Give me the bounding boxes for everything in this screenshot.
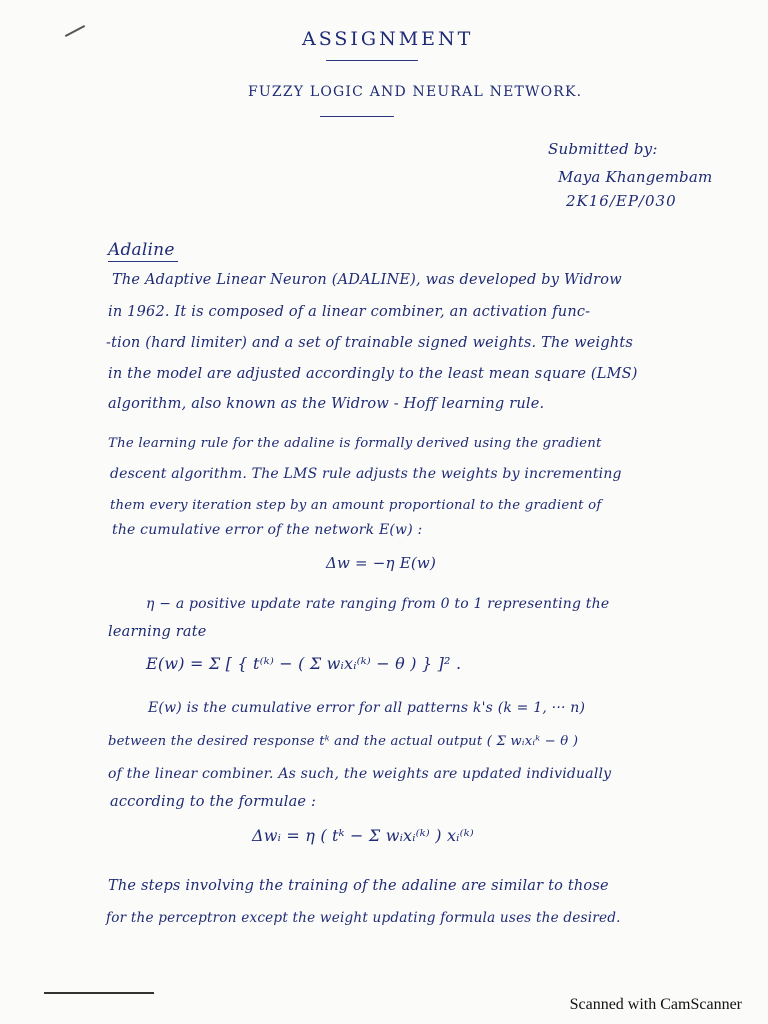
heading-underline: [108, 261, 178, 262]
scanner-watermark: Scanned with CamScanner: [569, 996, 742, 1013]
p1-line-1: The Adaptive Linear Neuron (ADALINE), was developed by Widrow: [112, 272, 622, 288]
footer-rule: [44, 992, 154, 994]
p1-line-3: -tion (hard limiter) and a set of trainable signed weights. The weights: [106, 335, 634, 351]
roll-number: 2K16/EP/030: [566, 192, 677, 210]
p5-line-2: for the perceptron except the weight updating formula uses the desired.: [106, 910, 621, 926]
p2-line-4: the cumulative error of the network E(w) :: [112, 522, 423, 538]
p3-line-1: η − a positive update rate ranging from 0 to 1 representing the: [146, 596, 610, 612]
p2-line-1: The learning rule for the adaline is formally derived using the gradient: [108, 436, 602, 451]
submitted-by-label: Submitted by:: [548, 140, 658, 158]
equation-error: E(w) = Σ [ { t⁽ᵏ⁾ − ( Σ wᵢxᵢ⁽ᵏ⁾ − θ ) } ]² .: [146, 654, 462, 673]
pen-mark: [65, 25, 85, 37]
subject-underline: [320, 116, 394, 117]
p1-line-4: in the model are adjusted accordingly to the least mean square (LMS): [108, 366, 638, 382]
assignment-title: ASSIGNMENT: [302, 28, 474, 50]
p2-line-2: descent algorithm. The LMS rule adjusts the weights by incrementing: [110, 466, 622, 482]
p1-line-5: algorithm, also known as the Widrow - Hoff learning rule.: [108, 396, 545, 412]
p2-line-3: them every iteration step by an amount proportional to the gradient of: [110, 498, 602, 513]
title-underline: [326, 60, 418, 61]
p1-line-2: in 1962. It is composed of a linear combiner, an activation func-: [108, 304, 591, 320]
p4-line-2: between the desired response tᵏ and the actual output ( Σ wᵢxᵢᵏ − θ ): [108, 734, 579, 749]
p4-line-1: E(w) is the cumulative error for all patterns k's (k = 1, ··· n): [148, 700, 586, 716]
subject-title: FUZZY LOGIC AND NEURAL NETWORK.: [248, 84, 583, 100]
p4-line-3: of the linear combiner. As such, the weights are updated individually: [108, 766, 612, 782]
equation-delta-w: Δw = −η E(w): [326, 554, 436, 572]
p3-line-2: learning rate: [108, 624, 207, 640]
p4-line-4: according to the formulae :: [110, 794, 317, 810]
equation-weight-update: Δwᵢ = η ( tᵏ − Σ wᵢxᵢ⁽ᵏ⁾ ) xᵢ⁽ᵏ⁾: [252, 826, 474, 845]
section-heading: Adaline: [108, 240, 175, 260]
p5-line-1: The steps involving the training of the adaline are similar to those: [108, 878, 609, 894]
author-name: Maya Khangembam: [558, 168, 713, 186]
